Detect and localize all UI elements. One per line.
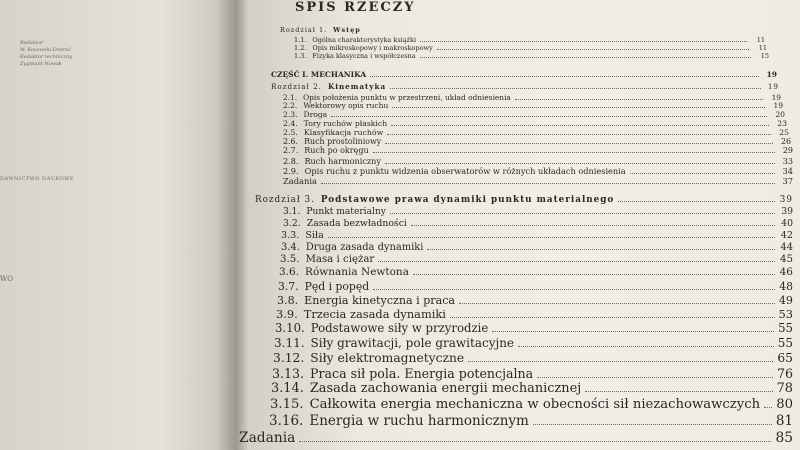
toc-entry-page: 19	[771, 93, 781, 102]
toc-leader-dots	[299, 433, 771, 442]
toc-leader-dots	[533, 416, 772, 425]
toc-entry	[294, 36, 765, 44]
toc-entry-label: Zasada zachowania energii mechanicznej	[309, 381, 582, 396]
toc-entry-label: Pęd i popęd	[304, 280, 370, 293]
toc-entry-number: 3.1.	[283, 207, 301, 217]
toc-leader-dots	[764, 399, 772, 408]
toc-entry-page: 20	[775, 110, 785, 119]
toc-entry	[283, 101, 783, 110]
toc-entry-label: Opis położenia punktu w przestrzeni, układ odniesienia	[303, 93, 511, 102]
toc-entry-label: Praca sił pola. Energia potencjalna	[310, 366, 534, 381]
toc-entry-page: 39	[779, 195, 793, 205]
toc-entry-number: Rozdział 1.	[280, 26, 328, 34]
toc-entry	[277, 294, 793, 307]
toc-leader-dots	[385, 158, 775, 164]
toc-entry-page: 19	[767, 82, 779, 91]
toc-entry-number: 2.6.	[283, 137, 299, 146]
toc-entry-number: 3.2.	[283, 218, 301, 229]
toc-entry-page: 11	[756, 36, 765, 44]
toc-entry-number: 3.10.	[275, 321, 305, 335]
toc-entry-number: 3.13.	[272, 366, 305, 381]
toc-entry	[280, 26, 765, 34]
toc-entry	[279, 266, 793, 278]
toc-leader-dots	[420, 37, 747, 42]
toc-leader-dots	[515, 95, 763, 100]
toc-entry	[283, 166, 793, 176]
toc-entry-label: Tory ruchów płaskich	[303, 119, 388, 128]
toc-entry-label: Siła	[305, 230, 324, 241]
toc-entry-label: Podstawowe siły w przyrodzie	[310, 321, 489, 335]
toc-leader-dots	[630, 168, 775, 174]
toc-entry-number: 3.3.	[281, 230, 300, 241]
toc-leader-dots	[378, 255, 775, 262]
toc-entry-number: 3.4.	[281, 242, 300, 253]
toc-entry-label: CZĘŚĆ I. MECHANIKA	[271, 70, 367, 79]
left-page-credits: Redaktor W. Kosowski-Dobroć Redaktor techniczny Zygmunt Nowak	[20, 40, 73, 67]
left-page	[0, 0, 235, 450]
toc-entry-number: 2.9.	[283, 166, 299, 176]
toc-leader-dots	[518, 339, 774, 347]
toc-entry-page: 34	[782, 166, 793, 176]
toc-leader-dots	[427, 243, 775, 250]
toc-entry-label: Klasyfikacja ruchów	[303, 128, 384, 137]
toc-entry-number: 3.12.	[273, 351, 305, 365]
toc-entry	[283, 128, 789, 137]
toc-entry-page: 46	[779, 266, 793, 278]
toc-entry-number: 2.8.	[283, 156, 299, 166]
toc-entry-number: Rozdział 2.	[271, 82, 322, 91]
toc-entry	[283, 110, 785, 119]
toc-leader-dots	[585, 383, 772, 392]
toc-entry-number: 3.5.	[280, 254, 300, 265]
toc-entry-label: Fizyka klasyczna i współczesna	[312, 52, 416, 60]
toc-entry	[283, 119, 787, 128]
toc-entry-page: 55	[778, 321, 793, 335]
toc-entry-label: Całkowita energia mechaniczna w obecności sił niezachowawczych	[309, 397, 761, 412]
toc-entry-page: 11	[758, 44, 767, 52]
toc-leader-dots	[390, 84, 761, 89]
toc-entry-page: 49	[778, 294, 793, 307]
toc-entry-label: Druga zasada dynamiki	[305, 242, 424, 253]
toc-entry-label: Trzecia zasada dynamiki	[303, 307, 446, 321]
toc-entry-label: Masa i ciężar	[305, 254, 375, 265]
toc-entry-label: Zasada bezwładności	[306, 218, 407, 229]
toc-leader-dots	[392, 103, 765, 109]
toc-entry-number: 2.3.	[283, 110, 298, 119]
toc-entry-page: 40	[781, 218, 793, 229]
toc-entry-number: Rozdział 3.	[255, 195, 315, 205]
toc-entry-label: Energia kinetyczna i praca	[304, 294, 456, 307]
toc-entry-page: 33	[782, 156, 793, 166]
toc-entry	[274, 336, 793, 350]
toc-entry-label: Ruch harmoniczny	[304, 156, 381, 166]
toc-entry	[271, 82, 779, 91]
toc-leader-dots	[459, 296, 775, 304]
toc-leader-dots	[413, 268, 775, 275]
toc-entry-number: 3.7.	[278, 280, 299, 293]
toc-entry-label: Równania Newtona	[305, 266, 409, 278]
toc-entry	[283, 218, 793, 229]
toc-entry-number: 3.8.	[277, 294, 299, 307]
toc-entry	[271, 381, 793, 396]
toc-entry	[269, 413, 793, 429]
toc-entry-page: 37	[782, 176, 793, 186]
toc-leader-dots	[390, 208, 775, 214]
toc-entry	[273, 351, 793, 365]
toc-entry	[283, 156, 793, 166]
toc-leader-dots	[618, 196, 775, 202]
toc-entry-page: 29	[782, 146, 793, 155]
toc-entry-page: 45	[780, 254, 793, 265]
toc-entry-page: 15	[760, 52, 769, 60]
toc-entry-label: Zadania	[283, 176, 317, 186]
toc-leader-dots	[411, 219, 775, 226]
toc-leader-dots	[387, 129, 771, 135]
toc-leader-dots	[331, 111, 767, 117]
toc-entry	[278, 280, 793, 293]
toc-entry-number: 1.3.	[294, 52, 307, 60]
toc-entry-number: 2.5.	[283, 128, 298, 137]
toc-leader-dots	[468, 354, 773, 362]
toc-entry-page: 76	[776, 366, 793, 381]
toc-entry	[281, 242, 793, 253]
left-page-publisher: DAWNICTWO NAUKOWE	[0, 176, 75, 182]
toc-entry-page: 39	[781, 207, 793, 217]
toc-entry-number: 3.14.	[271, 381, 304, 396]
toc-entry	[280, 254, 793, 265]
toc-entry-number: 3.6.	[279, 266, 300, 278]
toc-entry-label: Ruch po okręgu	[304, 146, 369, 155]
toc-entry-number: 3.15.	[270, 397, 304, 412]
toc-title: SPIS RZECZY	[295, 0, 416, 15]
toc-entry	[283, 176, 793, 186]
toc-entry-number: 2.1.	[283, 93, 298, 102]
toc-entry-page: 19	[773, 101, 783, 110]
toc-entry	[272, 366, 793, 381]
toc-entry	[283, 137, 791, 146]
toc-entry-page: 78	[776, 381, 793, 396]
toc-entry-number: 3.9.	[276, 307, 298, 321]
toc-leader-dots	[537, 369, 773, 378]
toc-entry-number: 2.2.	[283, 101, 298, 110]
toc-entry-label: Wektorowy opis ruchu	[303, 101, 389, 110]
toc-entry-number: 1.1.	[294, 36, 307, 44]
toc-entry-label: Ruch prostoliniowy	[304, 137, 382, 146]
toc-entry-label: Punkt materialny	[306, 207, 386, 217]
toc-entry-label: Wstęp	[333, 26, 361, 34]
toc-entry-page: 23	[777, 119, 787, 128]
toc-entry	[294, 44, 767, 52]
toc-entry	[270, 397, 793, 412]
toc-entry-number: 3.16.	[269, 413, 304, 429]
toc-leader-dots	[492, 324, 774, 332]
toc-leader-dots	[420, 53, 751, 58]
toc-entry-page: 53	[778, 307, 793, 321]
toc-entry-number: 1.2.	[294, 44, 307, 52]
table-of-contents	[239, 0, 795, 450]
toc-entry-page: 42	[780, 230, 793, 241]
toc-leader-dots	[437, 45, 749, 50]
toc-entry	[283, 207, 793, 217]
toc-entry-page: 19	[766, 70, 777, 79]
toc-entry-page: 80	[776, 397, 793, 412]
toc-leader-dots	[373, 283, 775, 290]
toc-entry-page: 81	[775, 413, 793, 429]
toc-entry-page: 65	[777, 351, 793, 365]
toc-entry-label: Opis ruchu z punktu widzenia obserwatorów w różnych układach odniesienia	[304, 166, 626, 176]
toc-entry	[271, 70, 777, 79]
toc-entry	[239, 430, 793, 446]
toc-entry-page: 25	[779, 128, 789, 137]
toc-entry	[255, 195, 793, 205]
toc-leader-dots	[391, 120, 769, 126]
toc-leader-dots	[385, 138, 773, 144]
toc-entry-page: 44	[780, 242, 793, 253]
toc-entry-label: Droga	[303, 110, 328, 119]
toc-entry-number: 2.7.	[283, 146, 299, 155]
toc-entry-page: 26	[780, 137, 791, 146]
toc-entry-label: Ogólna charakterystyka książki	[312, 36, 417, 44]
toc-entry-page: 85	[775, 430, 793, 446]
toc-entry-label: Podstawowe prawa dynamiki punktu materialnego	[320, 195, 615, 205]
toc-entry-label: Siły elektromagnetyczne	[310, 351, 465, 365]
left-page-fragment: WO	[0, 275, 13, 283]
toc-leader-dots	[450, 310, 775, 318]
toc-entry	[281, 230, 793, 241]
toc-leader-dots	[373, 147, 775, 153]
toc-entry-label: Opis mikroskopowy i makroskopowy	[312, 44, 433, 52]
toc-entry-label: Kinematyka	[327, 82, 387, 91]
toc-entry-label: Zadania	[239, 430, 296, 446]
toc-entry	[275, 321, 793, 335]
toc-entry	[283, 146, 793, 155]
toc-entry-label: Energia w ruchu harmonicznym	[309, 413, 529, 429]
toc-entry-number: 3.11.	[274, 336, 305, 350]
toc-entry-page: 48	[779, 280, 793, 293]
toc-entry	[294, 52, 769, 60]
toc-entry-number: 2.4.	[283, 119, 298, 128]
toc-leader-dots	[365, 28, 747, 32]
toc-entry	[276, 307, 793, 321]
toc-entry-label: Siły grawitacji, pole grawitacyjne	[310, 336, 515, 350]
toc-entry-page: 55	[777, 336, 793, 350]
toc-leader-dots	[328, 231, 775, 238]
toc-leader-dots	[370, 72, 759, 78]
toc-leader-dots	[321, 178, 775, 184]
